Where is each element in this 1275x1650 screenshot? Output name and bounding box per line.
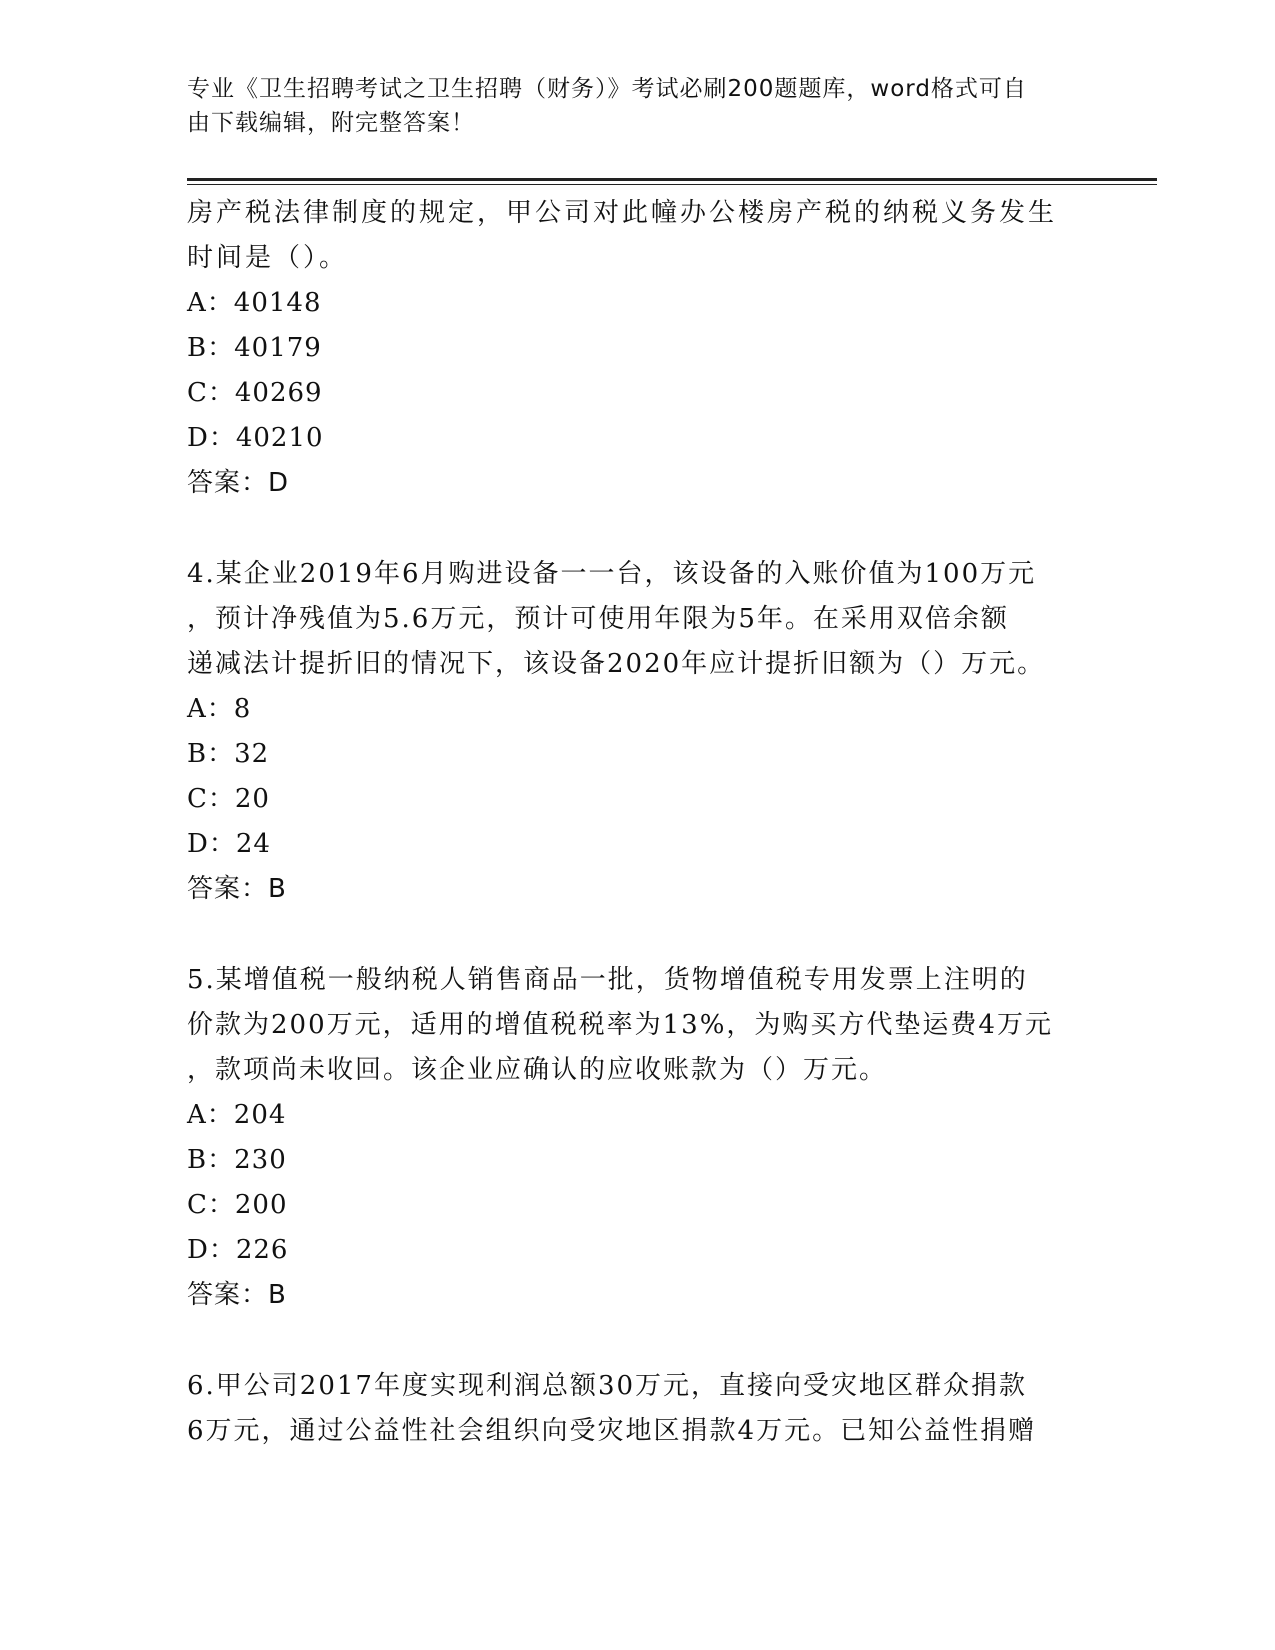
- option-c: C：200: [187, 1190, 288, 1220]
- option-b: B：40179: [187, 333, 322, 363]
- answer-text: 答案：B: [187, 1280, 287, 1310]
- question-stem: [187, 958, 1087, 1093]
- option-d: D：40210: [187, 423, 324, 453]
- question-stem: [187, 191, 1087, 281]
- answer-text: 答案：D: [187, 468, 290, 498]
- question-6: [187, 1364, 1087, 1454]
- option-c: C：20: [187, 784, 270, 814]
- question-stem: [187, 552, 1087, 687]
- header-divider-thick: [187, 178, 1157, 181]
- option-list: [187, 1093, 1087, 1273]
- header-line-2: 由下载编辑，附完整答案！: [187, 110, 475, 136]
- option-b: B：230: [187, 1145, 287, 1175]
- stem-line: ，预计净残值为5.6万元，预计可使用年限为5年。在采用双倍余额: [187, 604, 1009, 634]
- option-a: A：204: [187, 1100, 287, 1130]
- stem-line: 6.甲公司2017年度实现利润总额30万元，直接向受灾地区群众捐款: [187, 1371, 1028, 1401]
- question-list: [187, 191, 1087, 1500]
- question-4: [187, 552, 1087, 912]
- option-a: A：40148: [187, 288, 322, 318]
- header-divider-thin: [187, 184, 1157, 185]
- stem-line: 价款为200万元，适用的增值税税率为13%，为购买方代垫运费4万元: [187, 1010, 1053, 1040]
- document-header: [187, 72, 1067, 140]
- option-c: C：40269: [187, 378, 323, 408]
- stem-line: 4.某企业2019年6月购进设备一一台，该设备的入账价值为100万元: [187, 559, 1037, 589]
- stem-line: 时间是（）。: [187, 243, 349, 273]
- option-list: [187, 281, 1087, 461]
- option-b: B：32: [187, 739, 270, 769]
- question-stem: [187, 1364, 1087, 1454]
- answer-text: 答案：B: [187, 874, 287, 904]
- stem-line: 递减法计提折旧的情况下，该设备2020年应计提折旧额为（）万元。: [187, 649, 1046, 679]
- question-5: [187, 958, 1087, 1318]
- stem-line: 6万元，通过公益性社会组织向受灾地区捐款4万元。已知公益性捐赠: [187, 1416, 1037, 1446]
- stem-line: 5.某增值税一般纳税人销售商品一批，货物增值税专用发票上注明的: [187, 965, 1028, 995]
- option-d: D：24: [187, 829, 271, 859]
- option-d: D：226: [187, 1235, 289, 1265]
- stem-line: 房产税法律制度的规定，甲公司对此幢办公楼房产税的纳税义务发生: [187, 198, 1058, 228]
- stem-line: ，款项尚未收回。该企业应确认的应收账款为（）万元。: [187, 1055, 888, 1085]
- option-a: A：8: [187, 694, 252, 724]
- header-line-1: 专业《卫生招聘考试之卫生招聘（财务）》考试必刷200题题库，word格式可自: [187, 76, 1027, 102]
- question-3-continued: [187, 191, 1087, 506]
- option-list: [187, 687, 1087, 867]
